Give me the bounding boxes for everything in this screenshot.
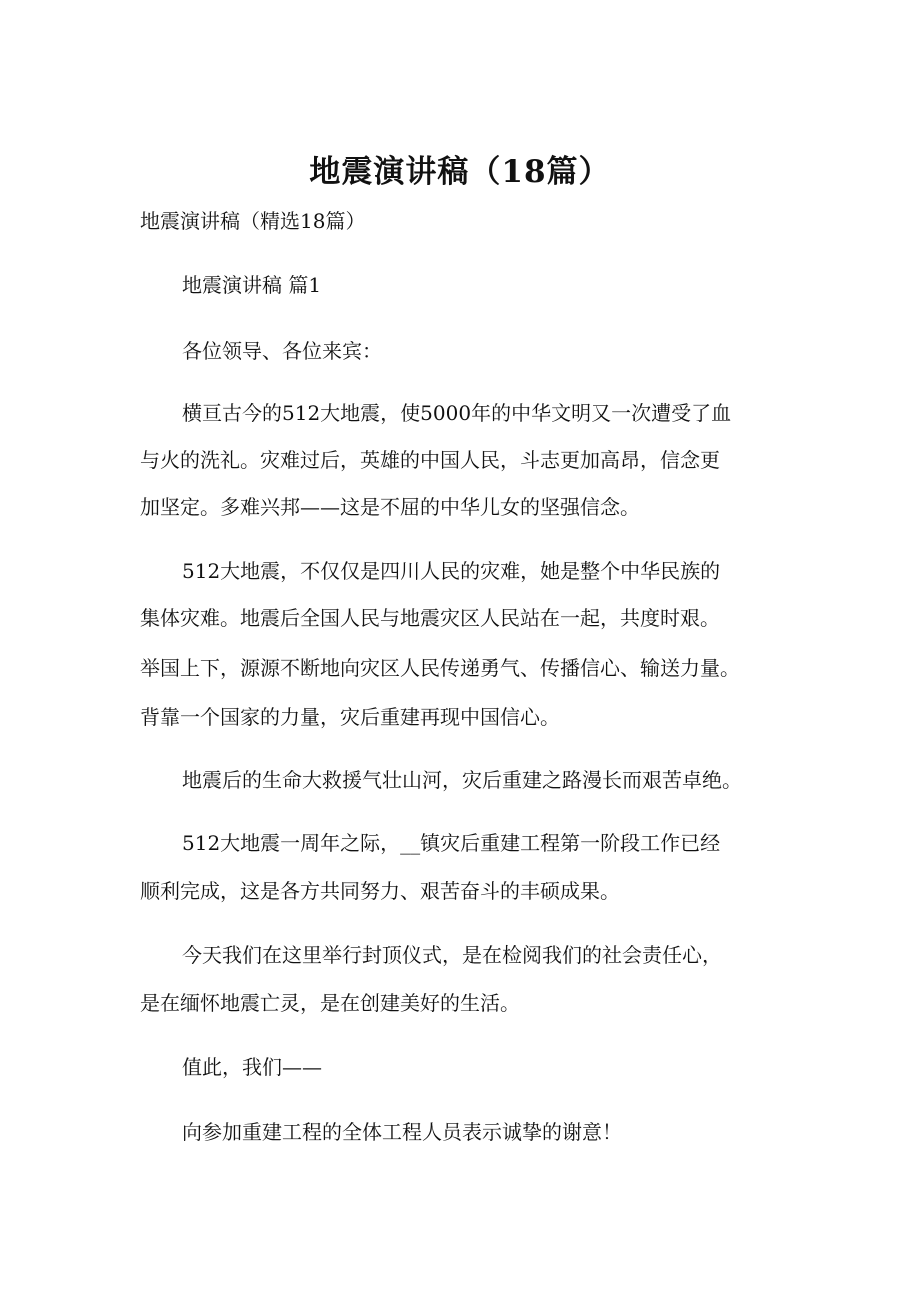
paragraph-1-line-1: 横亘古今的512大地震，使5000年的中华文明又一次遭受了血	[182, 401, 732, 425]
paragraph-3-line-1: 地震后的生命大救援气壮山河，灾后重建之路漫长而艰苦卓绝。	[182, 768, 742, 792]
paragraph-2-line-2: 集体灾难。地震后全国人民与地震灾区人民站在一起，共度时艰。	[140, 606, 720, 630]
section-heading: 地震演讲稿 篇1	[182, 273, 322, 297]
paragraph-1-line-3: 加坚定。多难兴邦——这是不屈的中华儿女的坚强信念。	[140, 495, 640, 519]
paragraph-5-line-1: 今天我们在这里举行封顶仪式，是在检阅我们的社会责任心，	[182, 943, 722, 967]
paragraph-4-line-2: 顺利完成，这是各方共同努力、艰苦奋斗的丰硕成果。	[140, 879, 620, 903]
paragraph-7-line-1: 向参加重建工程的全体工程人员表示诚挚的谢意！	[182, 1120, 622, 1144]
paragraph-2-line-1: 512大地震，不仅仅是四川人民的灾难，她是整个中华民族的	[182, 559, 721, 583]
paragraph-4-line-1: 512大地震一周年之际，__镇灾后重建工程第一阶段工作已经	[182, 831, 721, 855]
paragraph-2-line-4: 背靠一个国家的力量，灾后重建再现中国信心。	[140, 705, 560, 729]
paragraph-1-line-2: 与火的洗礼。灾难过后，英雄的中国人民，斗志更加高昂，信念更	[140, 448, 720, 472]
paragraph-6-line-1: 值此，我们——	[182, 1055, 322, 1079]
salutation: 各位领导、各位来宾：	[182, 339, 382, 363]
paragraph-2-line-3: 举国上下，源源不断地向灾区人民传递勇气、传播信心、输送力量。	[140, 656, 740, 680]
document-subtitle: 地震演讲稿（精选18篇）	[140, 209, 366, 233]
document-title: 地震演讲稿（18篇）	[309, 154, 611, 190]
paragraph-5-line-2: 是在缅怀地震亡灵，是在创建美好的生活。	[140, 991, 520, 1015]
